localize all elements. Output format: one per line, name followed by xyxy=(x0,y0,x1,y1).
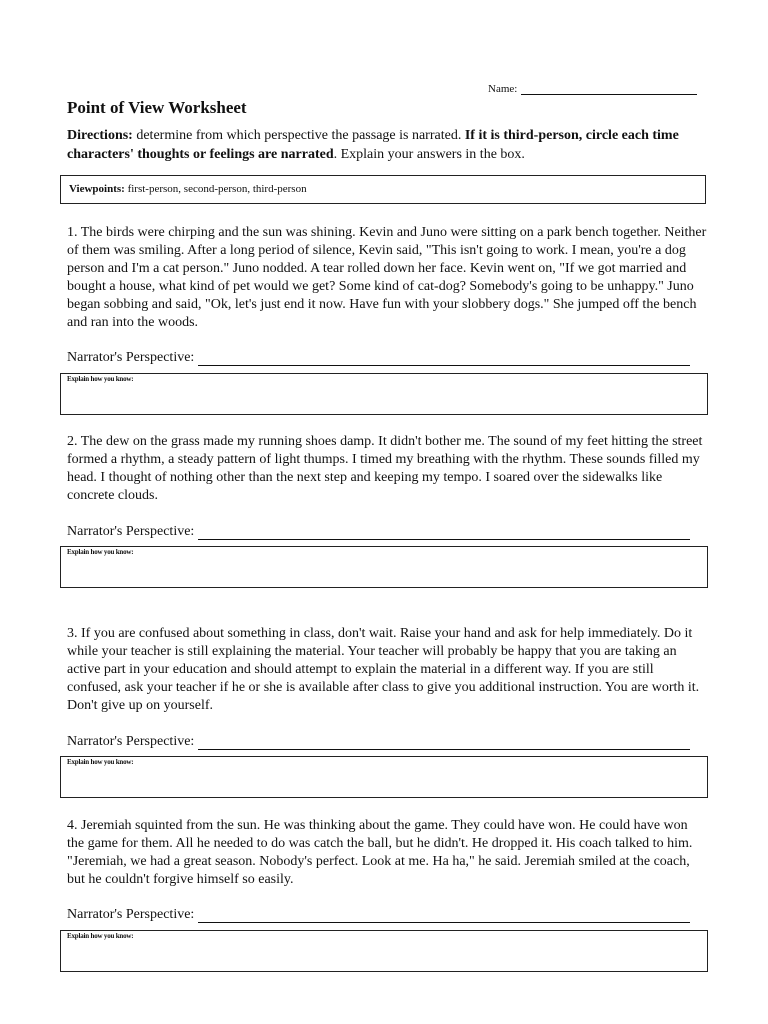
viewpoints-text: first-person, second-person, third-person xyxy=(124,183,307,195)
directions-bold-instruction: If it is third-person, circle each time characters' thoughts or feelings are narrated xyxy=(67,128,679,162)
name-input-line[interactable] xyxy=(521,82,697,95)
directions-text-3: . Explain your answers in the box. xyxy=(333,147,525,162)
explain-box-3[interactable] xyxy=(60,756,708,798)
passage-4: 4. Jeremiah squinted from the sun. He was thinking about the game. They could have won. He could have won the game for them. All he needed to do was catch the ball, but he didn't. He dropped it. His coach talked to him. "Jeremiah, we had a great season. Nobody's perfect. Look at me. Ha ha," he said. Jeremiah smiled at the coach, but he couldn't forgive himself so easily. xyxy=(67,818,693,887)
narrator-label-1: Narrator's Perspective: xyxy=(67,350,195,365)
passage-2: 2. The dew on the grass made my running shoes damp. It didn't bother me. The sound of my feet hitting the street formed a rhythm, a steady pattern of light thumps. I timed my breathing with the rhythm. These sounds filled my head. I thought of nothing other than the next step and keeping my tempo. I soared over the sidewalks like concrete clouds. xyxy=(67,434,703,503)
explain-box-2[interactable] xyxy=(60,546,708,588)
explain-box-1[interactable] xyxy=(60,373,708,415)
directions-text-1: determine from which perspective the passage is narrated. xyxy=(132,128,465,143)
explain-label-3: Explain how you know: xyxy=(67,758,134,766)
name-field-row xyxy=(488,82,697,95)
directions-label: Directions: xyxy=(67,128,133,143)
narrator-label-4: Narrator's Perspective: xyxy=(67,907,195,922)
passage-1: 1. The birds were chirping and the sun was shining. Kevin and Juno were sitting on a park bench together. Neither of them was smiling. After a long period of silence, Kevin said, "This isn't going to work. I mean, you're a dog person and I'm a cat person." Juno nodded. A tear rolled down her face. Kevin went on, "If we got married and bought a house, what kind of pet would we get? Some kind of cat-dog? Somebody's going to be unhappy." Juno began sobbing and said, "Ok, let's just end it now. Have fun with your slobbery dogs." She jumped off the bench and ran into the woods. xyxy=(67,225,707,330)
narrator-label-2: Narrator's Perspective: xyxy=(67,524,195,539)
explain-label-2: Explain how you know: xyxy=(67,548,134,556)
narrator-answer-line-1[interactable] xyxy=(198,351,690,366)
narrator-answer-line-3[interactable] xyxy=(198,735,690,750)
worksheet-title: Point of View Worksheet xyxy=(67,98,247,117)
narrator-label-3: Narrator's Perspective: xyxy=(67,734,195,749)
directions xyxy=(67,126,707,164)
viewpoints-box xyxy=(60,175,706,204)
narrator-answer-line-4[interactable] xyxy=(198,908,690,923)
narrator-answer-line-2[interactable] xyxy=(198,525,690,540)
narrator-perspective-row-2 xyxy=(67,524,690,540)
name-label: Name: xyxy=(488,83,518,95)
narrator-perspective-row-3 xyxy=(67,734,690,750)
viewpoints-label: Viewpoints: xyxy=(69,183,125,195)
explain-box-4[interactable] xyxy=(60,930,708,972)
explain-label-4: Explain how you know: xyxy=(67,932,134,940)
passage-3: 3. If you are confused about something in class, don't wait. Raise your hand and ask for help immediately. Do it while your teacher is still explaining the material. Your teacher will probably be happy that you are taking an active part in your education and should attempt to explain the material in a different way. If you are still confused, ask your teacher if he or she is available after class to give you additional instruction. You are worth it. Don't give up on yourself. xyxy=(67,626,700,713)
narrator-perspective-row-4 xyxy=(67,907,690,923)
explain-label-1: Explain how you know: xyxy=(67,375,134,383)
narrator-perspective-row-1 xyxy=(67,350,690,366)
